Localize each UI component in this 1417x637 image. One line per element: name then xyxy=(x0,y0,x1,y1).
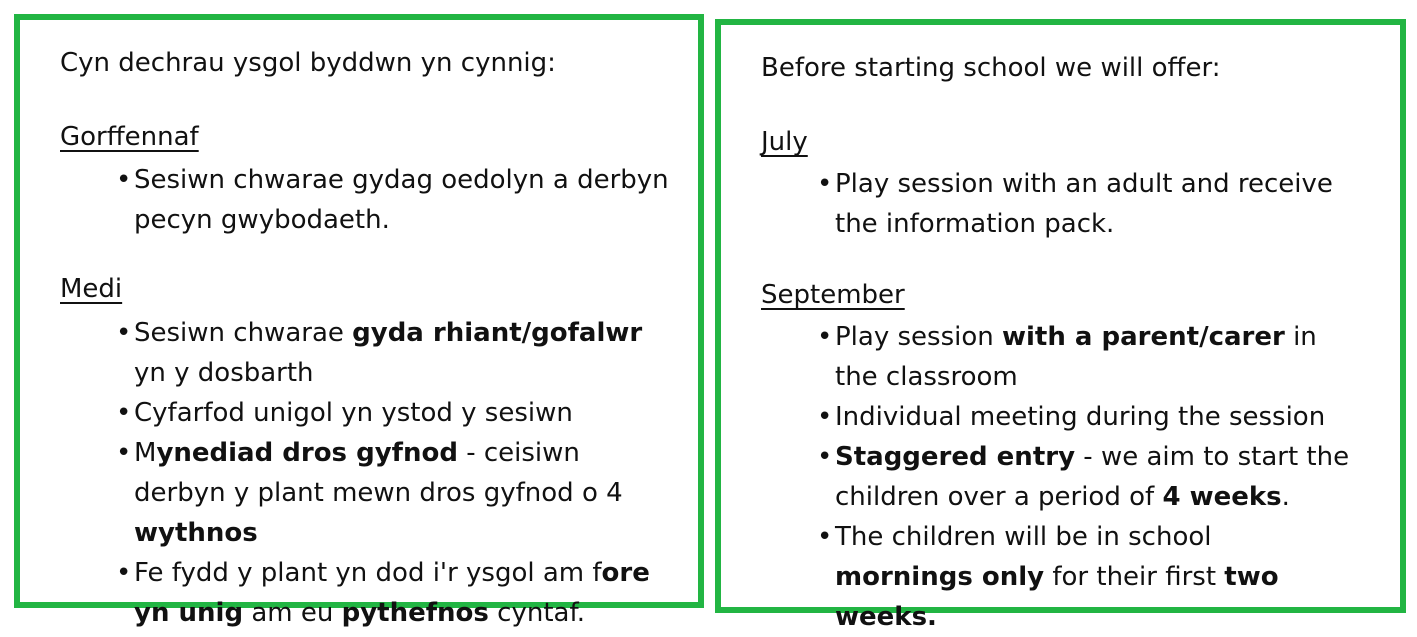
list-item: • Fe fydd y plant yn dod i'r ysgol am fore yn unig am eu pythefnos cyntaf. xyxy=(116,553,676,633)
welsh-july-heading: Gorffennaf xyxy=(60,122,199,152)
welsh-intro: Cyn dechrau ysgol byddwn yn cynnig: xyxy=(60,48,556,78)
welsh-september-list xyxy=(116,313,676,633)
english-september-list xyxy=(817,317,1357,637)
list-item: • The children will be in school mornings only for their first two weeks. xyxy=(817,517,1357,637)
english-july-list xyxy=(817,164,1357,244)
list-item: • Cyfarfod unigol yn ystod y sesiwn xyxy=(116,393,676,433)
list-item: • Sesiwn chwarae gydag oedolyn a derbyn pecyn gwybodaeth. xyxy=(116,160,676,240)
english-september-heading: September xyxy=(761,280,905,310)
list-item: • Individual meeting during the session xyxy=(817,397,1357,437)
list-item: • Mynediad dros gyfnod - ceisiwn derbyn y plant mewn dros gyfnod o 4 wythnos xyxy=(116,433,676,553)
welsh-july-list xyxy=(116,160,676,240)
list-item: • Play session with an adult and receive the information pack. xyxy=(817,164,1357,244)
list-item: • Staggered entry - we aim to start the children over a period of 4 weeks. xyxy=(817,437,1357,517)
list-item: • Sesiwn chwarae gyda rhiant/gofalwr yn y dosbarth xyxy=(116,313,676,393)
welsh-september-heading: Medi xyxy=(60,274,123,304)
english-july-heading: July xyxy=(761,127,808,157)
english-intro: Before starting school we will offer: xyxy=(761,53,1221,83)
english-panel xyxy=(715,19,1406,632)
welsh-panel xyxy=(14,14,704,628)
list-item: • Play session with a parent/carer in the classroom xyxy=(817,317,1357,397)
